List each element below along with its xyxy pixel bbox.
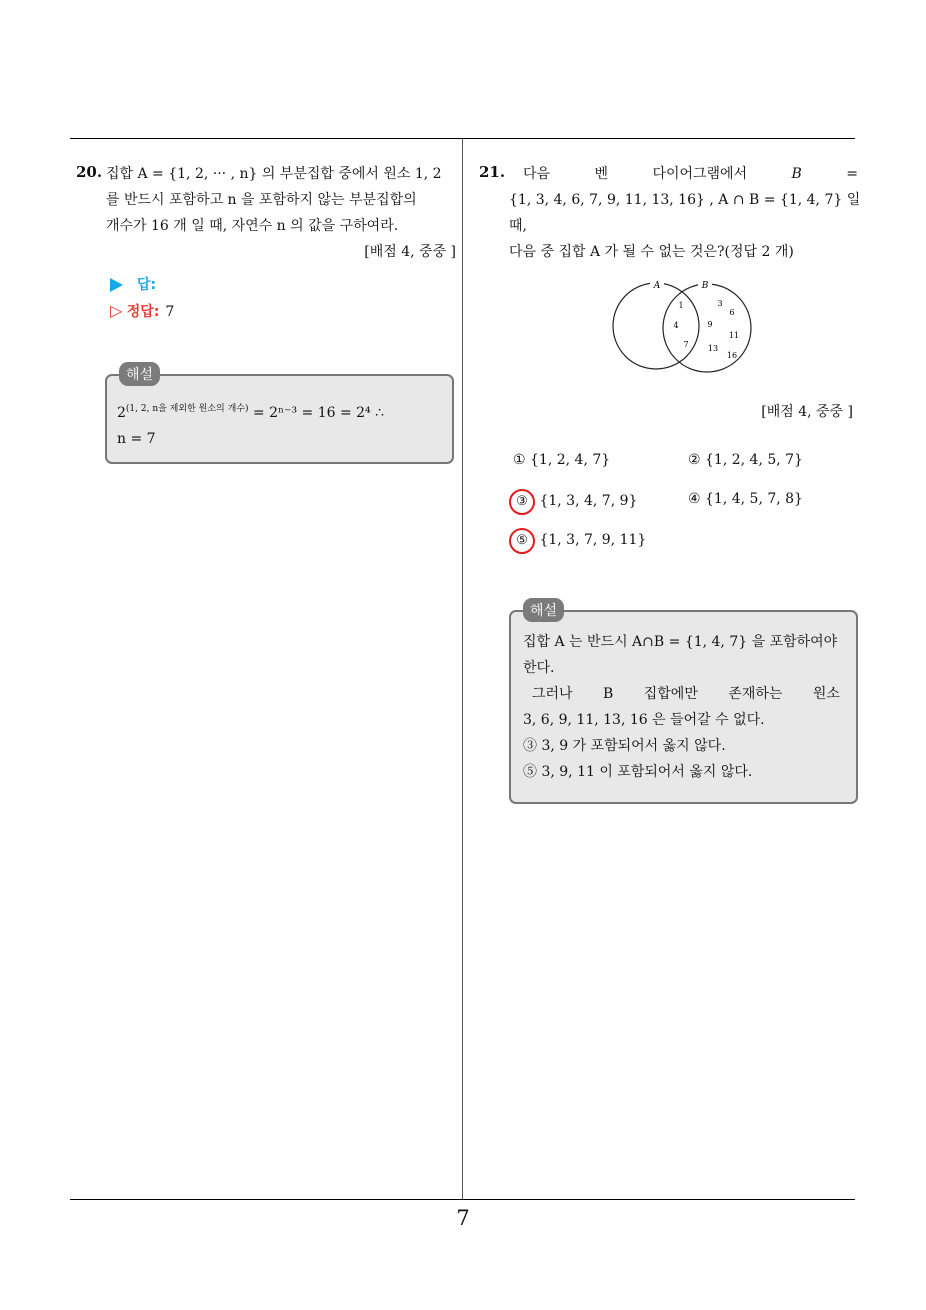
q20-correct-row: [110, 301, 174, 321]
column-divider: [462, 139, 463, 1199]
option-2-set: {1, 2, 4, 5, 7}: [705, 452, 803, 468]
venn-b-16: 16: [726, 351, 738, 360]
venn-label-b: B: [701, 281, 709, 291]
q21-explain-line-6: ⑤ 3, 9, 11 이 포함되어서 옳지 않다.: [523, 764, 753, 780]
option-1-set: {1, 2, 4, 7}: [530, 452, 611, 468]
venn-int-4: 4: [673, 321, 679, 330]
q21-explain-line-5: ③ 3, 9 가 포함되어서 옳지 않다.: [523, 738, 726, 754]
q20-explanation-tag: 해설: [119, 362, 160, 386]
q21-word-2: 벤: [594, 166, 609, 182]
q21-word-4: B: [791, 166, 802, 182]
venn-b-6: 6: [729, 308, 735, 317]
venn-b-11: 11: [728, 331, 740, 340]
option-5[interactable]: [513, 528, 646, 554]
q21-question: [509, 187, 859, 265]
q21-explanation-tag: 해설: [523, 598, 564, 622]
q20-score: [배점 4, 중중 ]: [364, 244, 456, 260]
q20-question: [106, 161, 456, 265]
q21-explain-line-2: 한다.: [523, 660, 555, 676]
q20-explain-base: 2: [117, 405, 126, 421]
option-4-number: ④: [688, 491, 701, 507]
q20-explain-rest: = 2ⁿ⁻³ = 16 = 2⁴ ∴: [252, 405, 385, 421]
option-5-number: ⑤: [509, 528, 535, 554]
bottom-rule: [70, 1199, 855, 1200]
option-3[interactable]: [513, 489, 637, 515]
triangle-outline-icon: ▷: [110, 301, 123, 320]
venn-int-7: 7: [683, 340, 689, 349]
venn-int-1: 1: [678, 301, 684, 310]
q20-number: 20.: [76, 163, 103, 181]
option-4-set: {1, 4, 5, 7, 8}: [705, 491, 803, 507]
option-3-set: {1, 3, 4, 7, 9}: [539, 493, 638, 509]
q20-explain-line-2: n = 7: [117, 431, 156, 447]
q21-score: [배점 4, 중중 ]: [761, 404, 853, 420]
option-2-number: ②: [688, 452, 701, 468]
q21-line-2: {1, 3, 4, 6, 7, 9, 11, 13, 16} , A ∩ B = {1, 4, 7} 일: [509, 192, 861, 208]
venn-diagram: [610, 278, 760, 378]
play-icon: [110, 278, 123, 292]
option-2[interactable]: [688, 452, 803, 468]
option-4[interactable]: [688, 491, 803, 507]
q21-explain-line-3: 그러나 B 집합에만 존재하는 원소: [532, 686, 840, 702]
q21-word-1: 다음: [523, 166, 551, 182]
q21-explain-line-1: 집합 A 는 반드시 A∩B = {1, 4, 7} 을 포함하여야: [523, 634, 838, 650]
correct-value: 7: [165, 304, 175, 320]
venn-b-13: 13: [707, 344, 719, 353]
venn-b-9: 9: [707, 320, 713, 329]
answer-label: 답:: [137, 277, 157, 293]
q20-line-3: 개수가 16 개 일 때, 자연수 n 의 값을 구하여라.: [106, 218, 399, 234]
q21-explanation-text: [523, 629, 845, 785]
q20-explanation-text: [117, 396, 384, 452]
option-1[interactable]: [513, 452, 610, 468]
q21-explain-line-4: 3, 6, 9, 11, 13, 16 은 들어갈 수 없다.: [523, 712, 765, 728]
venn-label-a: A: [653, 281, 661, 291]
q21-word-5: =: [846, 166, 858, 182]
q20-explain-sup: (1, 2, n을 제외한 원소의 개수): [125, 404, 249, 414]
q21-number: 21.: [479, 163, 506, 181]
option-5-set: {1, 3, 7, 9, 11}: [539, 532, 647, 548]
q20-line-1: 집합 A = {1, 2, ··· , n} 의 부분집합 중에서 원소 1, 2: [106, 166, 442, 182]
q21-word-3: 다이어그램에서: [652, 166, 748, 182]
q21-line-3: 때,: [509, 218, 527, 234]
option-3-number: ③: [509, 489, 535, 515]
option-1-number: ①: [513, 452, 526, 468]
q21-question-line1: [523, 161, 858, 187]
q21-line-4: 다음 중 집합 A 가 될 수 없는 것은?(정답 2 개): [509, 244, 794, 260]
venn-b-3: 3: [717, 299, 723, 308]
q20-line-2: 를 반드시 포함하고 n 을 포함하지 않는 부분집합의: [106, 192, 417, 208]
correct-label: 정답:: [126, 304, 160, 320]
page-number: 7: [456, 1206, 470, 1230]
q20-answer-row: [110, 274, 156, 294]
